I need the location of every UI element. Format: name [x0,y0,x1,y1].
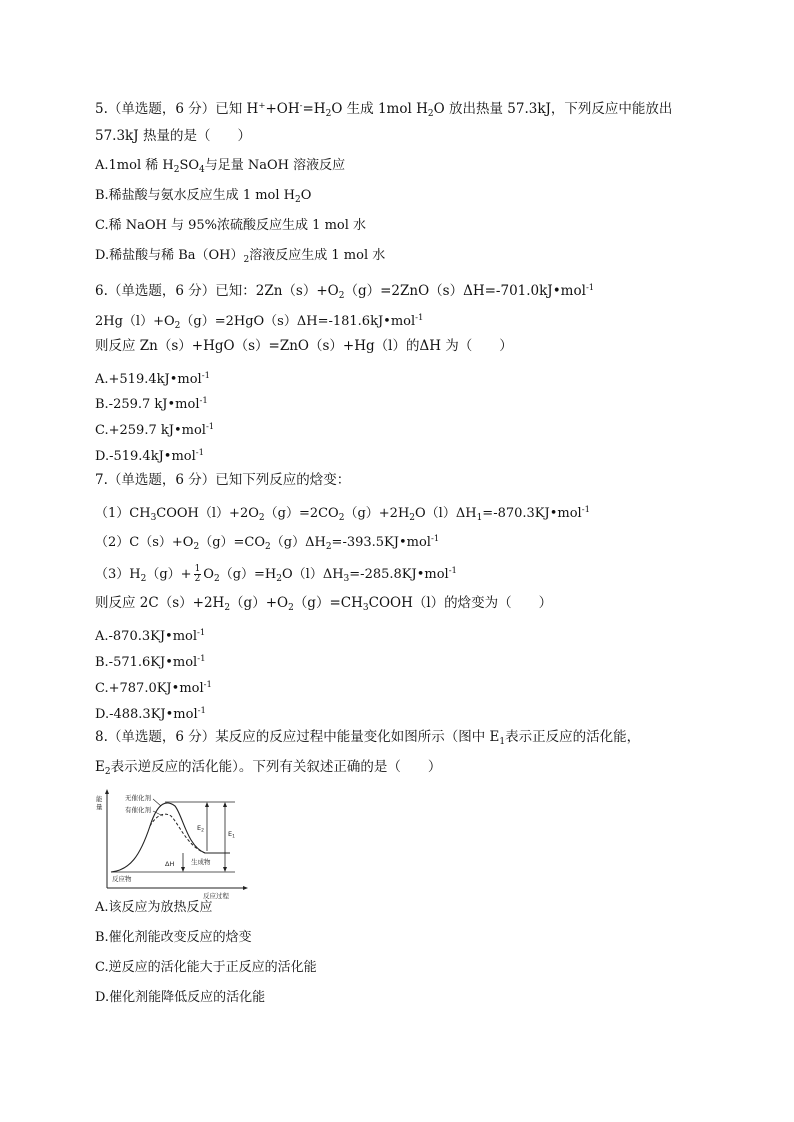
q7-option-d[interactable]: D.-488.3KJ•mol$^{-1}$ [95,706,206,722]
e1-arrow-head [223,802,227,807]
leader-no-catalyst [153,799,161,806]
q7-stem: 7.（单选题，6 分）已知下列反应的焓变： [95,472,351,488]
q6-option-d[interactable]: D.-519.4kJ•mol$^{-1}$ [95,448,205,464]
q5-stem-line2: 57.3kJ 热量的是（ ） [95,128,251,144]
q6-equation-2: $2Hg(l)+O_2(g)=2HgO(s)\Delta H=-181.6kJ•mol^{-1}$ [95,313,424,331]
y-axis-arrow [105,789,109,794]
q7-reaction-3: $(3)H_2(g)+$ $\frac{1}{2}$ $O_2(g)=H_2O(l)\Delta H_3=-285.8KJ•mol^{-1}$ [95,564,457,584]
q5-option-b[interactable]: B.稀盐酸与氨水反应生成 1 mol $H_2O$ [95,188,312,205]
y-axis-label-1: 能 [96,795,103,803]
q7-option-c[interactable]: C.+787.0KJ•mol$^{-1}$ [95,680,212,696]
e1-arrow-tail [223,867,227,872]
q7-reaction-1: $(1)CH_3COOH(l)+2O_2(g)=2CO_2(g)+2H_2O(l)\Delta H_1=-870.3KJ•mol^{-1}$ [95,505,590,523]
q5-option-d[interactable]: D.稀盐酸与稀 $Ba(OH)_2$溶液反应生成 1 mol 水 [95,248,386,265]
q8-stem-line2: $E_2$表示逆反应的活化能）。下列有关叙述正确的是（ ） [95,759,442,777]
label-e2: $E_2$ [197,824,204,834]
q6-option-c[interactable]: C.+259.7 kJ•mol$^{-1}$ [95,422,215,438]
dh-arrow-head [181,867,185,872]
label-with-catalyst: 有催化剂 [125,806,151,814]
y-axis-label-2: 量 [96,803,103,811]
energy-diagram-svg [95,786,250,900]
q6-option-a[interactable]: A.+519.4kJ•mol$^{-1}$ [95,371,210,387]
q8-stem-line1: 8.（单选题，6 分）某反应的反应过程中能量变化如图所示（图中 $E_1$表示正反应的活化能， [95,729,641,747]
fraction-one-half: $\frac{1}{2}$ [194,564,201,584]
q7-option-a[interactable]: A.-870.3KJ•mol$^{-1}$ [95,628,206,644]
q7-reaction-2: $(2)C(s)+O_2(g)=CO_2(g)\Delta H_2=-393.5KJ•mol^{-1}$ [95,534,440,552]
x-axis-arrow [243,886,248,890]
q5-option-a[interactable]: A.1mol 稀 $H_2SO_4$与足量 NaOH 溶液反应 [95,158,346,175]
q7-ask: 则反应 $2C(s)+2H_2(g)+O_2(g)=CH_3COOH(l)$的焓变为（ ） [95,595,553,613]
q6-stem: 6.（单选题，6 分）已知：$2Zn(s)+O_2(g)=2ZnO(s)\Delta H=-701.0kJ•mol^{-1}$ [95,283,595,301]
q8-option-c[interactable]: C.逆反应的活化能大于正反应的活化能 [95,960,317,975]
q8-option-d[interactable]: D.催化剂能降低反应的活化能 [95,990,266,1005]
label-product: 生成物 [191,858,211,866]
q6-ask: 则反应 Zn（s）+HgO（s）=ZnO（s）+Hg（l）的ΔH 为（ ） [95,338,513,354]
energy-diagram [95,786,250,900]
label-no-catalyst: 无催化剂 [125,794,151,802]
label-e1: $E_1$ [228,830,235,840]
q5-option-c[interactable]: C.稀 NaOH 与 95%浓硫酸反应生成 1 mol 水 [95,218,367,233]
q6-option-b[interactable]: B.-259.7 kJ•mol$^{-1}$ [95,396,208,412]
label-dh: ΔH [165,860,175,868]
q8-option-b[interactable]: B.催化剂能改变反应的焓变 [95,930,252,945]
e2-arrow-head [205,802,209,807]
q5-stem-line1: 5.（单选题，6 分）已知 $H^++OH^-=H_2O$ 生成 1mol $H_2O$ 放出热量 57.3kJ，下列反应中能放出 [95,101,673,119]
x-axis-label: 反应过程 [203,892,229,900]
label-reactant: 反应物 [112,875,132,883]
q8-option-a[interactable]: A.该反应为放热反应 [95,900,213,915]
q7-option-b[interactable]: B.-571.6KJ•mol$^{-1}$ [95,654,206,670]
